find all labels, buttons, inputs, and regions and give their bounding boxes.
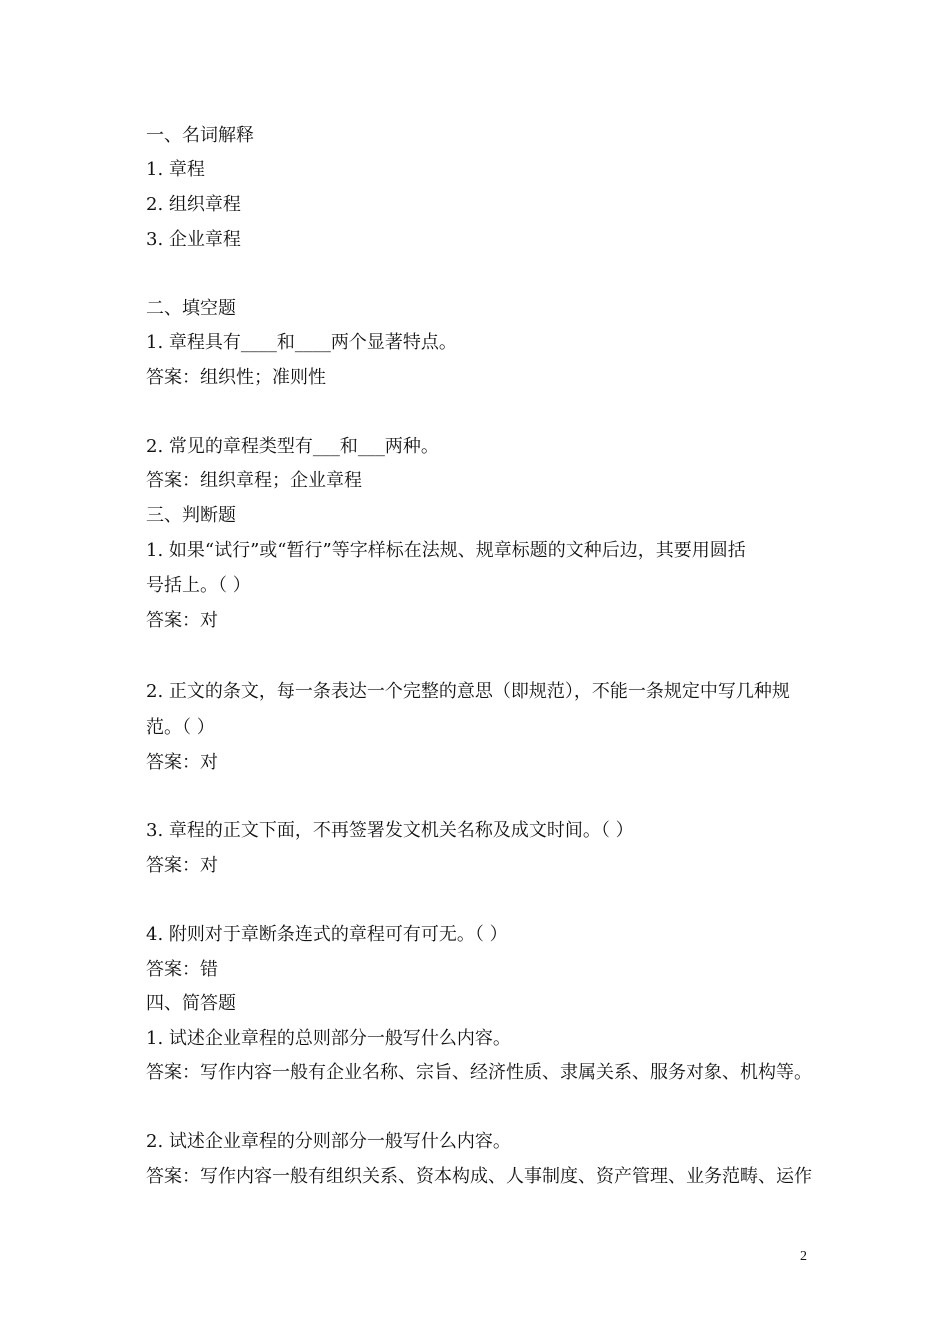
answer: 答案：对 <box>146 752 218 773</box>
term-item: 3. 企业章程 <box>146 229 241 250</box>
question: 1. 试述企业章程的总则部分一般写什么内容。 <box>146 1028 511 1049</box>
page-number: 2 <box>800 1249 807 1264</box>
section-heading: 三、判断题 <box>146 505 236 526</box>
question-line: 2. 正文的条文，每一条表达一个完整的意思（即规范），不能一条规定中写几种规 <box>146 681 790 702</box>
answer: 答案：对 <box>146 855 218 876</box>
question: 3. 章程的正文下面，不再签署发文机关名称及成文时间。（ ） <box>146 820 634 841</box>
answer: 答案：写作内容一般有企业名称、宗旨、经济性质、隶属关系、服务对象、机构等。 <box>146 1062 812 1083</box>
section-heading: 二、填空题 <box>146 298 236 319</box>
answer: 答案：写作内容一般有组织关系、资本构成、人事制度、资产管理、业务范畴、运作 <box>146 1166 812 1187</box>
section-heading: 一、名词解释 <box>146 125 254 146</box>
section-heading: 四、简答题 <box>146 993 236 1014</box>
question: 2. 试述企业章程的分则部分一般写什么内容。 <box>146 1131 511 1152</box>
term-item: 1. 章程 <box>146 159 205 180</box>
answer: 答案：组织章程；企业章程 <box>146 470 362 491</box>
question-line: 范。（ ） <box>146 717 215 738</box>
term-item: 2. 组织章程 <box>146 194 241 215</box>
question: 2. 常见的章程类型有___和___两种。 <box>146 436 439 457</box>
question-line: 号括上。（ ） <box>146 575 251 596</box>
question-line: 1. 如果“试行”或“暂行”等字样标在法规、规章标题的文种后边，其要用圆括 <box>146 540 746 561</box>
answer: 答案：组织性；准则性 <box>146 367 326 388</box>
answer: 答案：错 <box>146 959 218 980</box>
question: 4. 附则对于章断条连式的章程可有可无。（ ） <box>146 924 508 945</box>
answer: 答案：对 <box>146 610 218 631</box>
question: 1. 章程具有____和____两个显著特点。 <box>146 332 457 353</box>
